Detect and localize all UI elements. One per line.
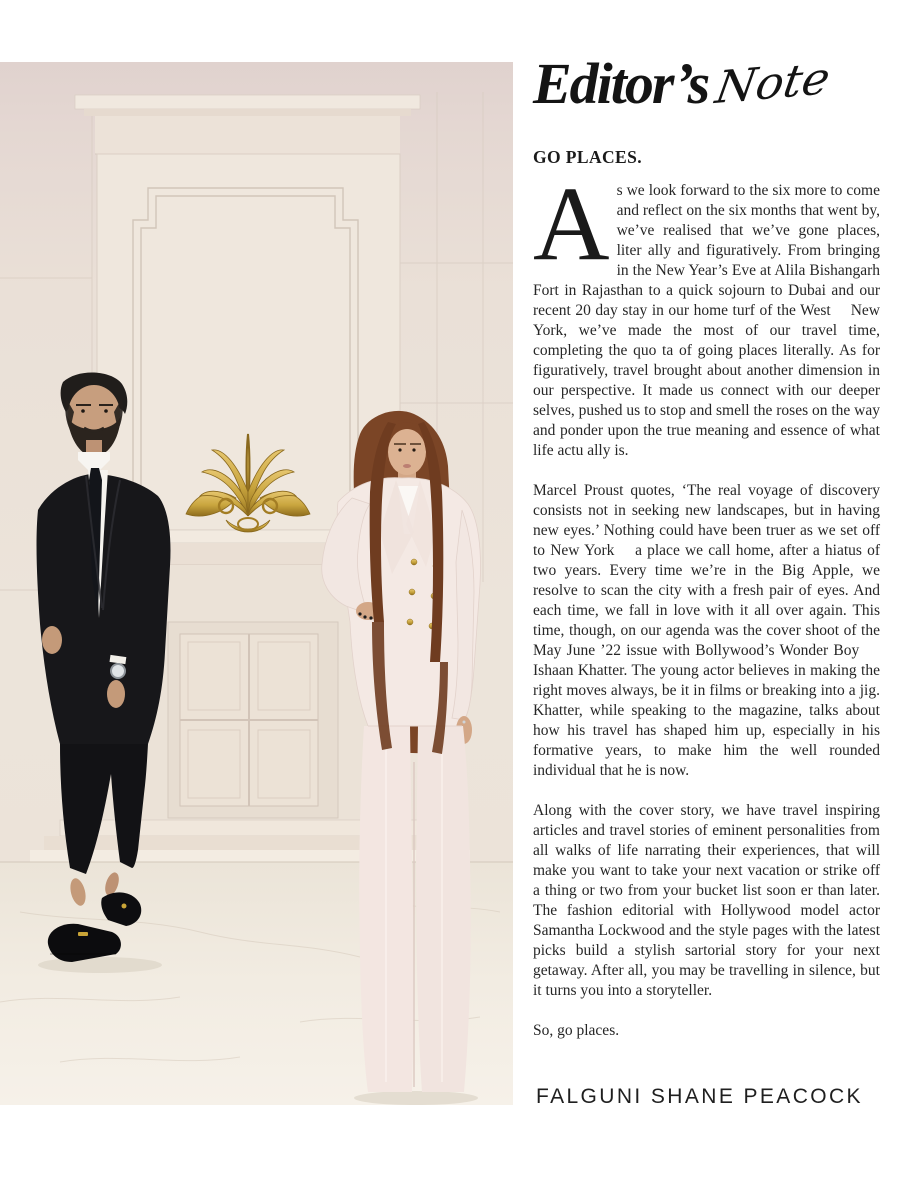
editorial-column (533, 40, 880, 1061)
editors-note-photo (0, 62, 513, 1105)
title-editors: Editor’s (533, 51, 709, 116)
section-heading: GO PLACES. (533, 147, 643, 167)
paragraph-text: s we look forward to the six more to come and reflect on the six months that went by, we’ve realised that we’ve gone places, liter ally and figuratively. From bringing in the New Year’s Eve at Alila Bishangarh Fort in Rajasthan to a quick sojourn to Dubai and our recent 20 day stay in our home turf of the West New York, we’ve made the most of our travel time, completing the quo ta of going places literally. As for figuratively, travel brought about another dimension in our perspective. It made us connect with our deeper selves, pushed us to stop and smell the roses on the way and ponder upon the true meaning and essence of what life actu ally is. (533, 182, 880, 459)
drop-cap: A (533, 165, 610, 282)
body-paragraph: Marcel Proust quotes, ‘The real voyage of discovery consists not in seeking new landscapes, but in having new eyes.’ Nothing could have been truer as we set off to New York a place we call home, after a hiatus of two years. Every time we’re in the Big Apple, we resolve to scan the city with a fresh pair of eyes. And each time, we fall in love with it all over again. This time, though, on our agenda was the cover shoot of the May June ’22 issue with Bollywood’s Wonder Boy Ishaan Khatter. The young actor believes in making the right moves always, be it in films or breaking into a jig. Khatter, while speaking to the magazine, talks about how his travel has shaped him up, especially in his formative years, to make him the well rounded individual that he is now. (533, 482, 880, 779)
brand-logo: FALGUNI SHANE PEACOCK (536, 1085, 863, 1108)
closing-line: So, go places. (533, 1022, 620, 1039)
title-note-script: Note (712, 51, 834, 114)
page-title (533, 50, 880, 117)
body-paragraph (533, 165, 880, 461)
body-paragraph: Along with the cover story, we have travel inspiring articles and travel stories of eminent personalities from all walks of life narrating their experiences, that will make you want to take your next vacation or strike off a thing or two from your bucket list soon er than later. The fashion editorial with Hollywood model actor Samantha Lockwood and the style pages with the latest picks build a stylish sartorial story for your next getaway. After all, you may be travelling in silence, but it turns you into a storyteller. (533, 802, 880, 999)
article-body (533, 165, 880, 1041)
